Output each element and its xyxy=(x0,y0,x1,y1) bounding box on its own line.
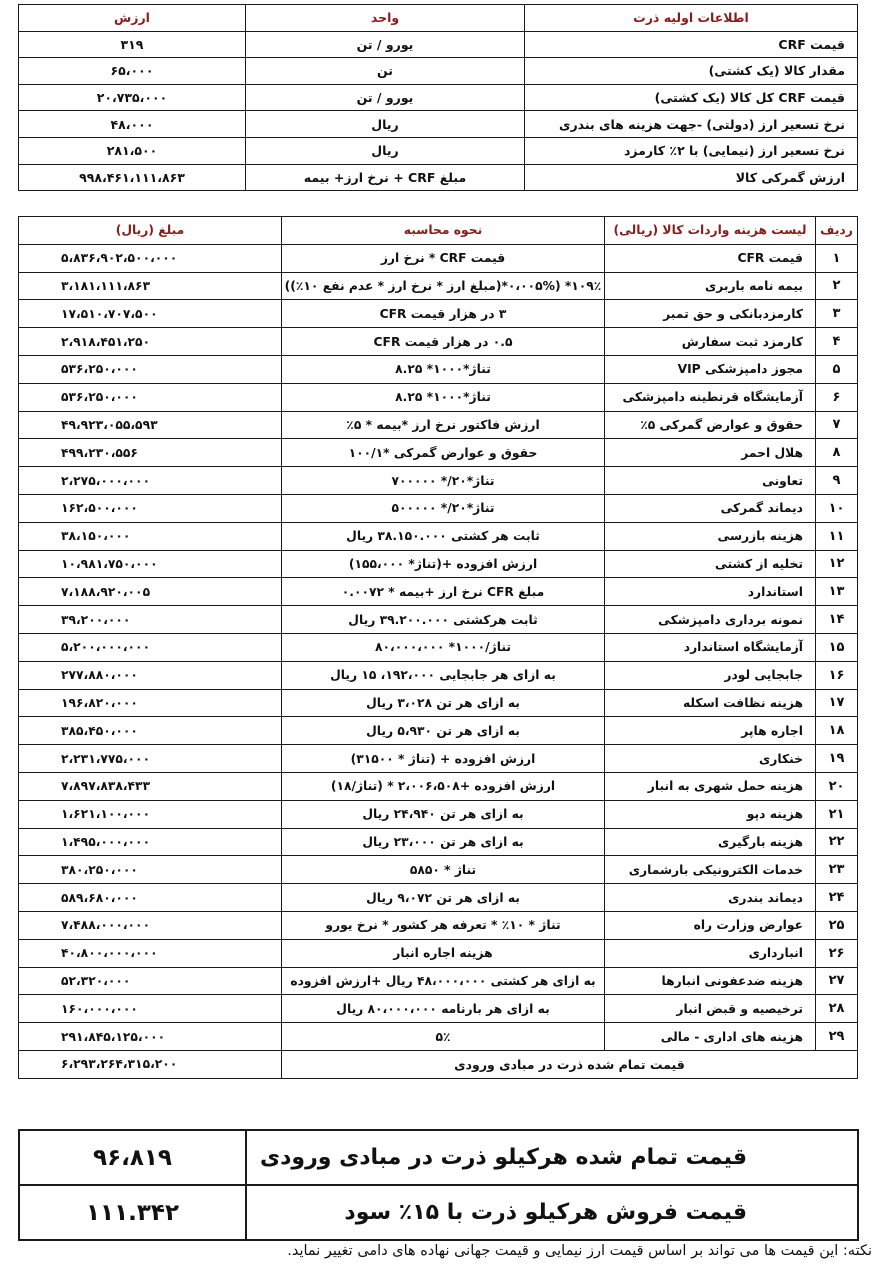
cost-row-name: خنکاری xyxy=(605,745,816,773)
cost-row-amount: ۲،۲۷۵،۰۰۰،۰۰۰ xyxy=(19,467,282,495)
info-row-name: نرخ تسعیر ارز (دولتی) -جهت هزینه های بندری xyxy=(525,111,858,138)
cost-row-name: انبارداری xyxy=(605,939,816,967)
info-row-unit: تن xyxy=(246,58,525,85)
cost-row-idx: ۲۸ xyxy=(816,995,858,1023)
cost-row-idx: ۵ xyxy=(816,355,858,383)
info-row-unit: ریال xyxy=(246,137,525,164)
cost-row xyxy=(19,467,858,495)
cost-row xyxy=(19,633,858,661)
cost-row xyxy=(19,411,858,439)
cost-row-idx: ۱۳ xyxy=(816,578,858,606)
cost-row xyxy=(19,856,858,884)
cost-row-name: هزینه ضدعفونی انبارها xyxy=(605,967,816,995)
cost-row xyxy=(19,995,858,1023)
cost-row-name: آزمایشگاه قرنطینه دامپزشکی xyxy=(605,383,816,411)
cost-row-amount: ۲۹۱،۸۴۵،۱۲۵،۰۰۰ xyxy=(19,1023,282,1051)
cost-per-kg-value: ۹۶،۸۱۹ xyxy=(19,1130,246,1185)
info-row-unit: مبلغ CRF + نرخ ارز+ بیمه xyxy=(246,164,525,191)
cost-row-calc: به ازای هر تن ۲۴،۹۴۰ ریال xyxy=(282,800,605,828)
info-row-value: ۳۱۹ xyxy=(19,31,246,58)
cost-row-calc: به ازای هر بارنامه ۸۰،۰۰۰،۰۰۰ ریال xyxy=(282,995,605,1023)
summary-row-cost xyxy=(19,1130,858,1185)
cost-row-idx: ۱۶ xyxy=(816,661,858,689)
cost-row-idx: ۳ xyxy=(816,300,858,328)
cost-row-calc: مبلغ CFR نرخ ارز +بیمه * ۰.۰۰۷۲ xyxy=(282,578,605,606)
cost-row-amount: ۵،۸۳۶،۹۰۲،۵۰۰،۰۰۰ xyxy=(19,244,282,272)
cost-row xyxy=(19,300,858,328)
cost-row-name: ترخیصیه و قبض انبار xyxy=(605,995,816,1023)
cost-row xyxy=(19,550,858,578)
cost-row-calc: ارزش افزوده +(تناژ* ۱۵۵،۰۰۰) xyxy=(282,550,605,578)
cost-row-idx: ۲۱ xyxy=(816,800,858,828)
info-row-value: ۲۰،۷۳۵،۰۰۰ xyxy=(19,84,246,111)
info-row-value: ۴۸،۰۰۰ xyxy=(19,111,246,138)
info-header-row xyxy=(19,5,858,32)
info-row-name: قیمت CRF xyxy=(525,31,858,58)
cost-row-idx: ۱۷ xyxy=(816,689,858,717)
cost-row-name: استاندارد xyxy=(605,578,816,606)
cost-row-amount: ۱۶۰،۰۰۰،۰۰۰ xyxy=(19,995,282,1023)
info-row-value: ۶۵،۰۰۰ xyxy=(19,58,246,85)
cost-row-amount: ۷،۱۸۸،۹۲۰،۰۰۵ xyxy=(19,578,282,606)
cost-row-name: هزینه بازرسی xyxy=(605,522,816,550)
cost-per-kg-label: قیمت تمام شده هرکیلو ذرت در مبادی ورودی xyxy=(246,1130,858,1185)
cost-row-idx: ۲۵ xyxy=(816,911,858,939)
cost-row-amount: ۱۰،۹۸۱،۷۵۰،۰۰۰ xyxy=(19,550,282,578)
cost-row-name: بیمه نامه باربری xyxy=(605,272,816,300)
info-row-unit: یورو / تن xyxy=(246,31,525,58)
info-row xyxy=(19,84,858,111)
cost-row-amount: ۳،۱۸۱،۱۱۱،۸۶۳ xyxy=(19,272,282,300)
cost-row-name: تعاونی xyxy=(605,467,816,495)
cost-row xyxy=(19,717,858,745)
cost-row-name: مجوز دامپزشکی VIP xyxy=(605,355,816,383)
summary-table xyxy=(18,1129,859,1241)
cost-row xyxy=(19,745,858,773)
cost-row-amount: ۱،۶۲۱،۱۰۰،۰۰۰ xyxy=(19,800,282,828)
cost-table-body xyxy=(19,244,858,1050)
cost-row-calc: ثابت هرکشتی ۳۹.۲۰۰.۰۰۰ ریال xyxy=(282,606,605,634)
cost-row-amount: ۵۳۶،۲۵۰،۰۰۰ xyxy=(19,355,282,383)
cost-row-calc: به ازای هر تن ۲۳،۰۰۰ ریال xyxy=(282,828,605,856)
summary-row-sale xyxy=(19,1185,858,1240)
cost-row xyxy=(19,772,858,800)
cost-row-calc: تناژ * ۵۸۵۰ xyxy=(282,856,605,884)
info-row xyxy=(19,111,858,138)
info-row xyxy=(19,31,858,58)
cost-row-amount: ۱۶۲،۵۰۰،۰۰۰ xyxy=(19,494,282,522)
cost-row-amount: ۲،۲۳۱،۷۷۵،۰۰۰ xyxy=(19,745,282,773)
cost-row-idx: ۲۰ xyxy=(816,772,858,800)
cost-row-idx: ۲۹ xyxy=(816,1023,858,1051)
cost-header-calc: نحوه محاسبه xyxy=(282,217,605,245)
cost-row-idx: ۱۲ xyxy=(816,550,858,578)
cost-row-amount: ۵۲،۳۲۰،۰۰۰ xyxy=(19,967,282,995)
cost-row-name: خدمات الکترونیکی بارشماری xyxy=(605,856,816,884)
cost-row xyxy=(19,494,858,522)
info-header-name: اطلاعات اولیه ذرت xyxy=(525,5,858,32)
cost-row-idx: ۱۱ xyxy=(816,522,858,550)
cost-row-idx: ۶ xyxy=(816,383,858,411)
cost-row xyxy=(19,967,858,995)
cost-row-amount: ۵۳۶،۲۵۰،۰۰۰ xyxy=(19,383,282,411)
cost-row xyxy=(19,939,858,967)
import-cost-table xyxy=(18,216,858,1079)
cost-row-amount: ۳۸،۱۵۰،۰۰۰ xyxy=(19,522,282,550)
cost-row-calc: قیمت CRF * نرخ ارز xyxy=(282,244,605,272)
cost-total-label: قیمت تمام شده ذرت در مبادی ورودی xyxy=(282,1050,858,1078)
footnote: نکته: این قیمت ها می تواند بر اساس قیمت ارز نیمایی و قیمت جهانی نهاده های دامی تغییر نماید. xyxy=(287,1243,872,1259)
cost-row-amount: ۵،۲۰۰،۰۰۰،۰۰۰ xyxy=(19,633,282,661)
info-row xyxy=(19,58,858,85)
cost-row xyxy=(19,272,858,300)
cost-row-calc: تناژ*۱۰۰۰* ۸.۲۵ xyxy=(282,355,605,383)
cost-row-calc: ۵٪ xyxy=(282,1023,605,1051)
info-row-name: نرخ تسعیر ارز (نیمایی) با ۲٪ کارمزد xyxy=(525,137,858,164)
cost-row-idx: ۲ xyxy=(816,272,858,300)
info-row-name: قیمت CRF کل کالا (یک کشتی) xyxy=(525,84,858,111)
info-row-unit: ریال xyxy=(246,111,525,138)
info-row-value: ۹۹۸،۴۶۱،۱۱۱،۸۶۳ xyxy=(19,164,246,191)
cost-row-idx: ۲۲ xyxy=(816,828,858,856)
cost-row-calc: ۱۰۹٪* (۰،۰۰۵%*(مبلغ ارز * نرخ ارز * عدم نفع ۱۰٪)) xyxy=(282,272,605,300)
cost-row-name: نمونه برداری دامپزشکی xyxy=(605,606,816,634)
sale-per-kg-value: ۱۱۱.۳۴۲ xyxy=(19,1185,246,1240)
cost-row-name: هزینه نظافت اسکله xyxy=(605,689,816,717)
cost-row-calc: ارزش افزوده +۲،۰۰۶،۵۰۸ * (تناژ/۱۸) xyxy=(282,772,605,800)
corn-basic-info-table xyxy=(18,4,858,191)
cost-row-calc: به ازای هر تن ۵،۹۳۰ ریال xyxy=(282,717,605,745)
cost-row-idx: ۱ xyxy=(816,244,858,272)
cost-row-name: هلال احمر xyxy=(605,439,816,467)
info-header-unit: واحد xyxy=(246,5,525,32)
cost-row-amount: ۵۸۹،۶۸۰،۰۰۰ xyxy=(19,884,282,912)
cost-header-row xyxy=(19,217,858,245)
cost-row-amount: ۱،۴۹۵،۰۰۰،۰۰۰ xyxy=(19,828,282,856)
cost-row-name: تخلیه از کشتی xyxy=(605,550,816,578)
cost-row-amount: ۱۷،۵۱۰،۷۰۷،۵۰۰ xyxy=(19,300,282,328)
cost-row-calc: به ازای هر تن ۳،۰۲۸ ریال xyxy=(282,689,605,717)
cost-row-name: آزمایشگاه استاندارد xyxy=(605,633,816,661)
cost-header-name: لیست هزینه واردات کالا (ریالی) xyxy=(605,217,816,245)
cost-row xyxy=(19,828,858,856)
cost-row-calc: ارزش فاکتور نرخ ارز *بیمه * ۵٪ xyxy=(282,411,605,439)
cost-row-calc: ارزش افزوده + (تناژ * ۳۱۵۰۰) xyxy=(282,745,605,773)
cost-row-idx: ۱۸ xyxy=(816,717,858,745)
cost-row xyxy=(19,355,858,383)
cost-row-idx: ۲۷ xyxy=(816,967,858,995)
info-row-name: ارزش گمرکی کالا xyxy=(525,164,858,191)
cost-row xyxy=(19,884,858,912)
cost-row-calc: تناژ*۲۰/* ۷۰۰۰۰۰ xyxy=(282,467,605,495)
cost-row-calc: تناژ * ۱۰٪ * تعرفه هر کشور * نرخ یورو xyxy=(282,911,605,939)
cost-total-amount: ۶،۲۹۳،۲۶۴،۳۱۵،۲۰۰ xyxy=(19,1050,282,1078)
cost-header-amount: مبلغ (ریال) xyxy=(19,217,282,245)
cost-row-name: حقوق و عوارض گمرکی ۵٪ xyxy=(605,411,816,439)
cost-row-amount: ۴۹،۹۲۳،۰۵۵،۵۹۳ xyxy=(19,411,282,439)
cost-row-calc: به ازای هر تن ۹،۰۷۲ ریال xyxy=(282,884,605,912)
cost-total-row xyxy=(19,1050,858,1078)
cost-row-amount: ۳۹،۲۰۰،۰۰۰ xyxy=(19,606,282,634)
cost-row xyxy=(19,328,858,356)
cost-row-idx: ۲۴ xyxy=(816,884,858,912)
info-row-name: مقدار کالا (یک کشتی) xyxy=(525,58,858,85)
cost-row-name: کارمزدبانکی و حق تمبر xyxy=(605,300,816,328)
cost-row-amount: ۴۹۹،۲۳۰،۵۵۶ xyxy=(19,439,282,467)
info-table-body xyxy=(19,31,858,191)
cost-row-name: جابجایی لودر xyxy=(605,661,816,689)
cost-row-idx: ۱۵ xyxy=(816,633,858,661)
cost-row xyxy=(19,522,858,550)
info-row xyxy=(19,137,858,164)
cost-row-idx: ۴ xyxy=(816,328,858,356)
cost-row xyxy=(19,911,858,939)
cost-row xyxy=(19,244,858,272)
info-row xyxy=(19,164,858,191)
cost-row-calc: تناژ*۲۰/* ۵۰۰۰۰۰ xyxy=(282,494,605,522)
cost-row-name: هزینه دپو xyxy=(605,800,816,828)
cost-row-calc: به ازای هر کشتی ۴۸،۰۰۰،۰۰۰ ریال +ارزش افزوده xyxy=(282,967,605,995)
cost-row-name: هزینه های اداری - مالی xyxy=(605,1023,816,1051)
cost-row-amount: ۴۰،۸۰۰،۰۰۰،۰۰۰ xyxy=(19,939,282,967)
cost-row xyxy=(19,800,858,828)
info-row-unit: یورو / تن xyxy=(246,84,525,111)
cost-row-amount: ۷،۴۸۸،۰۰۰،۰۰۰ xyxy=(19,911,282,939)
cost-row-name: عوارض وزارت راه xyxy=(605,911,816,939)
cost-row-idx: ۷ xyxy=(816,411,858,439)
cost-row-calc: ۳ در هزار قیمت CFR xyxy=(282,300,605,328)
cost-row-idx: ۱۹ xyxy=(816,745,858,773)
cost-row xyxy=(19,1023,858,1051)
cost-row-calc: ثابت هر کشتی ۳۸.۱۵۰.۰۰۰ ریال xyxy=(282,522,605,550)
cost-row-calc: تناژ/۱۰۰۰* ۸۰،۰۰۰،۰۰۰ xyxy=(282,633,605,661)
cost-row-name: دیماند گمرکی xyxy=(605,494,816,522)
cost-row-amount: ۲۷۷،۸۸۰،۰۰۰ xyxy=(19,661,282,689)
cost-row xyxy=(19,439,858,467)
cost-row-amount: ۲،۹۱۸،۴۵۱،۲۵۰ xyxy=(19,328,282,356)
cost-row-name: هزینه بارگیری xyxy=(605,828,816,856)
cost-row xyxy=(19,606,858,634)
cost-row-name: اجاره هاپر xyxy=(605,717,816,745)
cost-row-amount: ۳۸۵،۴۵۰،۰۰۰ xyxy=(19,717,282,745)
cost-row-idx: ۱۰ xyxy=(816,494,858,522)
sale-per-kg-label: قیمت فروش هرکیلو ذرت با ۱۵٪ سود xyxy=(246,1185,858,1240)
cost-row-amount: ۱۹۶،۸۲۰،۰۰۰ xyxy=(19,689,282,717)
cost-row-amount: ۳۸۰،۲۵۰،۰۰۰ xyxy=(19,856,282,884)
cost-row-calc: تناژ*۱۰۰۰* ۸.۲۵ xyxy=(282,383,605,411)
cost-row-name: کارمزد ثبت سفارش xyxy=(605,328,816,356)
cost-row-idx: ۱۴ xyxy=(816,606,858,634)
cost-row-name: دیماند بندری xyxy=(605,884,816,912)
cost-row-idx: ۲۶ xyxy=(816,939,858,967)
info-header-value: ارزش xyxy=(19,5,246,32)
cost-row-idx: ۸ xyxy=(816,439,858,467)
cost-row-calc: هزینه اجاره انبار xyxy=(282,939,605,967)
cost-row-amount: ۷،۸۹۷،۸۳۸،۴۳۳ xyxy=(19,772,282,800)
cost-row-idx: ۹ xyxy=(816,467,858,495)
cost-row-calc: حقوق و عوارض گمرکی *۱۰۰/۱ xyxy=(282,439,605,467)
cost-row-calc: ۰.۵ در هزار قیمت CFR xyxy=(282,328,605,356)
cost-row xyxy=(19,689,858,717)
cost-row xyxy=(19,578,858,606)
cost-row xyxy=(19,661,858,689)
cost-header-idx: ردیف xyxy=(816,217,858,245)
cost-row-calc: به ازای هر جابجایی ۱۹۲،۰۰۰، ۱۵ ریال xyxy=(282,661,605,689)
cost-row-idx: ۲۳ xyxy=(816,856,858,884)
cost-row-name: هزینه حمل شهری به انبار xyxy=(605,772,816,800)
info-row-value: ۲۸۱،۵۰۰ xyxy=(19,137,246,164)
cost-row xyxy=(19,383,858,411)
cost-row-name: قیمت CFR xyxy=(605,244,816,272)
